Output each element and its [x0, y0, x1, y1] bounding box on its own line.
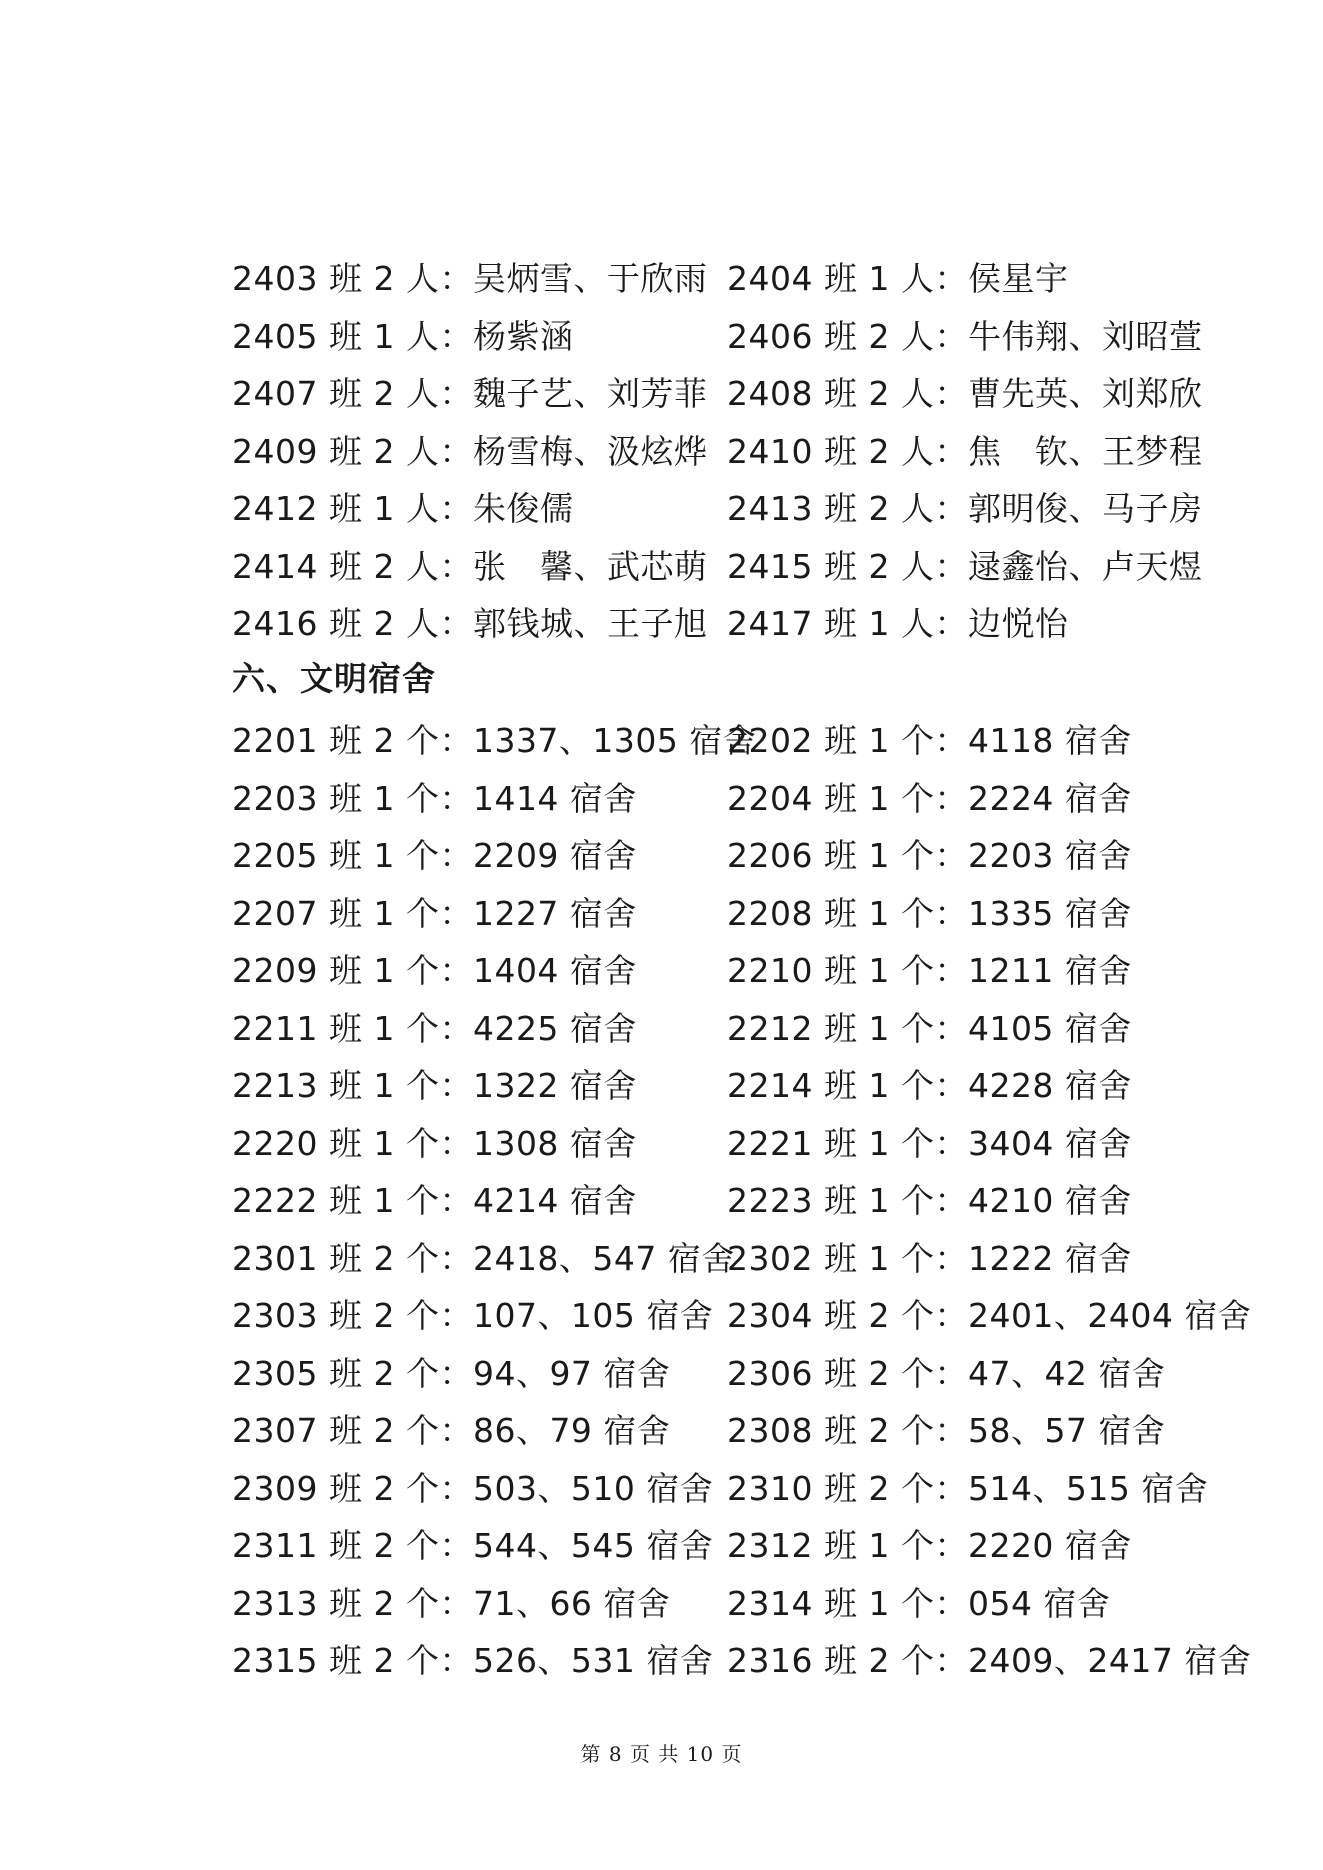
list-item: 2409 班 2 人：杨雪梅、汲炫烨	[232, 431, 708, 471]
list-item: 2202 班 1 个：4118 宿舍	[727, 721, 1132, 760]
list-item: 2403 班 2 人：吴炳雪、于欣雨	[232, 259, 708, 298]
list-item: 2415 班 2 人：逯鑫怡、卢天煜	[727, 546, 1203, 586]
list-item: 2309 班 2 个：503、510 宿舍	[232, 1468, 714, 1508]
list-item: 2304 班 2 个：2401、2404 宿舍	[727, 1296, 1252, 1335]
list-item: 2412 班 1 人：朱俊儒	[232, 489, 574, 528]
list-item: 2302 班 1 个：1222 宿舍	[727, 1238, 1132, 1278]
list-item: 2407 班 2 人：魏子艺、刘芳菲	[232, 374, 708, 413]
list-item: 2405 班 1 人：杨紫涵	[232, 316, 574, 356]
list-item: 2416 班 2 人：郭钱城、王子旭	[232, 604, 708, 643]
list-item: 2307 班 2 个：86、79 宿舍	[232, 1411, 671, 1450]
list-item: 2305 班 2 个：94、97 宿舍	[232, 1353, 671, 1393]
list-item: 2413 班 2 人：郭明俊、马子房	[727, 489, 1203, 528]
list-item: 2311 班 2 个：544、545 宿舍	[232, 1526, 714, 1565]
list-item: 2314 班 1 个：054 宿舍	[727, 1583, 1111, 1623]
list-item: 2205 班 1 个：2209 宿舍	[232, 836, 637, 875]
list-item: 2209 班 1 个：1404 宿舍	[232, 951, 637, 990]
list-item: 2315 班 2 个：526、531 宿舍	[232, 1641, 714, 1680]
list-item: 2313 班 2 个：71、66 宿舍	[232, 1583, 671, 1623]
list-item: 2410 班 2 人：焦 钦、王梦程	[727, 431, 1203, 471]
list-item: 2204 班 1 个：2224 宿舍	[727, 778, 1132, 818]
list-item: 2203 班 1 个：1414 宿舍	[232, 778, 637, 818]
list-item: 2213 班 1 个：1322 宿舍	[232, 1066, 637, 1105]
list-item: 2221 班 1 个：3404 宿舍	[727, 1123, 1132, 1163]
list-item: 2408 班 2 人：曹先英、刘郑欣	[727, 374, 1203, 413]
list-item: 2312 班 1 个：2220 宿舍	[727, 1526, 1132, 1565]
awards-list	[232, 250, 1203, 653]
list-item: 2206 班 1 个：2203 宿舍	[727, 836, 1132, 875]
dorm-list	[232, 712, 1252, 1690]
list-item: 2316 班 2 个：2409、2417 宿舍	[727, 1641, 1252, 1680]
list-item: 2404 班 1 人：侯星宇	[727, 259, 1069, 298]
list-item: 2208 班 1 个：1335 宿舍	[727, 893, 1132, 933]
list-item: 2306 班 2 个：47、42 宿舍	[727, 1353, 1166, 1393]
list-item: 2222 班 1 个：4214 宿舍	[232, 1181, 637, 1220]
list-item: 2212 班 1 个：4105 宿舍	[727, 1008, 1132, 1048]
section-heading: 六、文明宿舍	[232, 659, 436, 698]
list-item: 2211 班 1 个：4225 宿舍	[232, 1008, 637, 1048]
list-item: 2303 班 2 个：107、105 宿舍	[232, 1296, 714, 1335]
list-item: 2301 班 2 个：2418、547 宿舍	[232, 1238, 735, 1278]
list-item: 2417 班 1 人：边悦怡	[727, 604, 1069, 643]
page-footer: 第 8 页 共 10 页	[580, 1742, 743, 1766]
list-item: 2308 班 2 个：58、57 宿舍	[727, 1411, 1166, 1450]
list-item: 2223 班 1 个：4210 宿舍	[727, 1181, 1132, 1220]
list-item: 2214 班 1 个：4228 宿舍	[727, 1066, 1132, 1105]
list-item: 2406 班 2 人：牛伟翔、刘昭萱	[727, 316, 1203, 356]
list-item: 2207 班 1 个：1227 宿舍	[232, 893, 637, 933]
list-item: 2220 班 1 个：1308 宿舍	[232, 1123, 637, 1163]
list-item: 2310 班 2 个：514、515 宿舍	[727, 1468, 1209, 1508]
list-item: 2201 班 2 个：1337、1305 宿舍	[232, 721, 757, 760]
list-item: 2210 班 1 个：1211 宿舍	[727, 951, 1132, 990]
list-item: 2414 班 2 人：张 馨、武芯萌	[232, 546, 708, 586]
